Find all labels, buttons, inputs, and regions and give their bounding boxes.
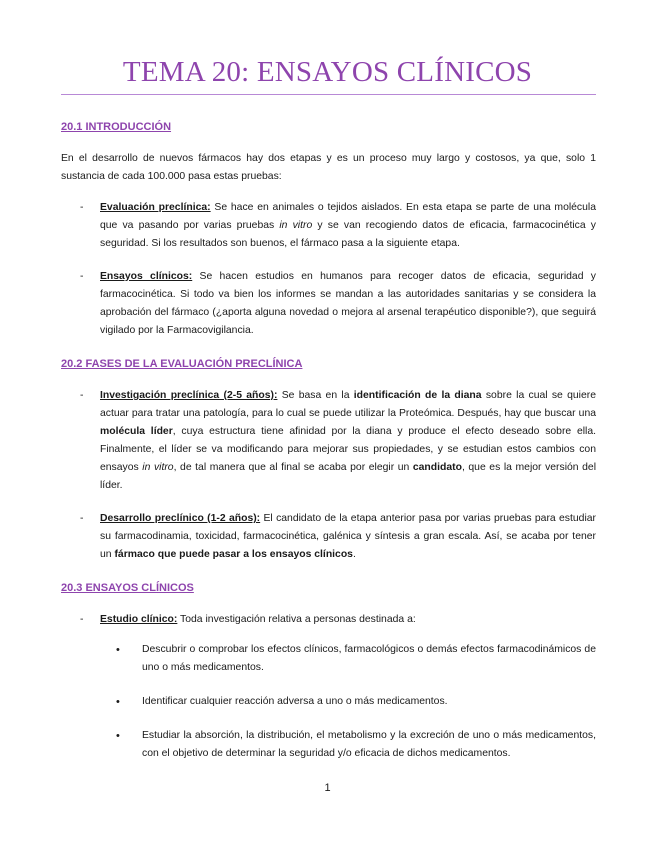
stages-list	[61, 199, 596, 340]
list-item-desarrollo-preclinico	[61, 510, 596, 564]
list-item-investigacion-preclinica	[61, 387, 596, 495]
list-item-ensayos-clinicos	[61, 268, 596, 340]
item-text: .	[352, 549, 356, 560]
page-number: 1	[324, 782, 331, 794]
item-text: Se hace en animales o tejidos aislados. En esta etapa se parte de una molécula que va pasando por varias pruebas	[100, 202, 596, 231]
item-text: sobre la cual se quiere actuar para tratar una patología, para lo cual se puede utilizar la Proteómica. Después, hay que buscar una	[100, 390, 597, 419]
title-divider	[61, 94, 596, 95]
item-bold-text: candidato	[412, 462, 462, 473]
intro-paragraph: En el desarrollo de nuevos fármacos hay dos etapas y es un proceso muy largo y costosos, ya que, solo 1 sustancia de cada 100.000 pasa estas pruebas:	[61, 153, 596, 182]
list-item-evaluacion-preclinica	[61, 199, 596, 253]
item-italic-text: in vitro	[142, 462, 174, 473]
clinical-list	[61, 611, 596, 763]
section-heading-ensayos: 20.3 ENSAYOS CLÍNICOS	[61, 582, 194, 594]
list-item-estudio-clinico	[61, 611, 596, 763]
item-bold-text: molécula líder	[100, 426, 173, 437]
bullet-item: • Identificar cualquier reacción adversa a uno o más medicamentos.	[100, 693, 596, 711]
item-text: El candidato de la etapa anterior pasa por varias pruebas para estudiar su farmacodinamia, toxicidad, farmacocinética, galénica y síntesis a gran escala. Así, se acaba por tener un	[100, 513, 596, 560]
document-body	[61, 118, 596, 779]
objectives-list	[100, 641, 596, 763]
page-title: TEMA 20: ENSAYOS CLÍNICOS	[122, 56, 533, 88]
section-heading-fases: 20.2 FASES DE LA EVALUACIÓN PRECLÍNICA	[61, 358, 303, 370]
item-label: Investigación preclínica (2-5 años):	[100, 390, 278, 401]
item-text: , de tal manera que al final se acaba por elegir un	[173, 462, 413, 473]
bullet-item: • Estudiar la absorción, la distribución, el metabolismo y la excreción de uno o más medicamentos, con el objetivo de determinar la seguridad y/o eficacia de dichos medicamentos.	[100, 727, 596, 763]
item-text: y se van recogiendo datos de eficacia, farmacocinética y seguridad. Si los resultados son buenos, el fármaco pasa a la siguiente etapa.	[100, 220, 596, 249]
item-label: Ensayos clínicos:	[100, 271, 193, 282]
bullet-item: • Descubrir o comprobar los efectos clínicos, farmacológicos o demás efectos farmacodinámicos de uno o más medicamentos.	[100, 641, 596, 677]
item-text: Se basa en la	[277, 390, 354, 401]
item-text: Toda investigación relativa a personas destinada a:	[177, 614, 416, 625]
item-text: , cuya estructura tiene afinidad por la diana y produce el efecto deseado sobre ella. Finalmente, el líder se va modificando para mejorar sus propiedades, y se estudian estos cambios con ensayos	[100, 426, 597, 473]
phases-list	[61, 387, 596, 564]
item-text: , que es la mejor versión del líder.	[100, 462, 596, 491]
item-bold-text: identificación de la diana	[353, 390, 482, 401]
item-label: Evaluación preclínica:	[100, 202, 211, 213]
item-label: Desarrollo preclínico (1-2 años):	[100, 513, 261, 524]
item-bold-text: fármaco que puede pasar a los ensayos clínicos	[114, 549, 353, 560]
item-label: Estudio clínico:	[100, 614, 178, 625]
section-heading-introduccion: 20.1 INTRODUCCIÓN	[61, 121, 172, 133]
item-italic-text: in vitro	[279, 220, 313, 231]
item-text: Se hacen estudios en humanos para recoger datos de eficacia, seguridad y farmacocinética. Si todo va bien los informes se mandan a las autoridades sanitarias y se considera la aprobación del fármaco (¿aporta alguna novedad o mejora al arsenal terapéutico disponible?), que seguirá vigilado por la Farmacovigilancia.	[100, 271, 597, 336]
